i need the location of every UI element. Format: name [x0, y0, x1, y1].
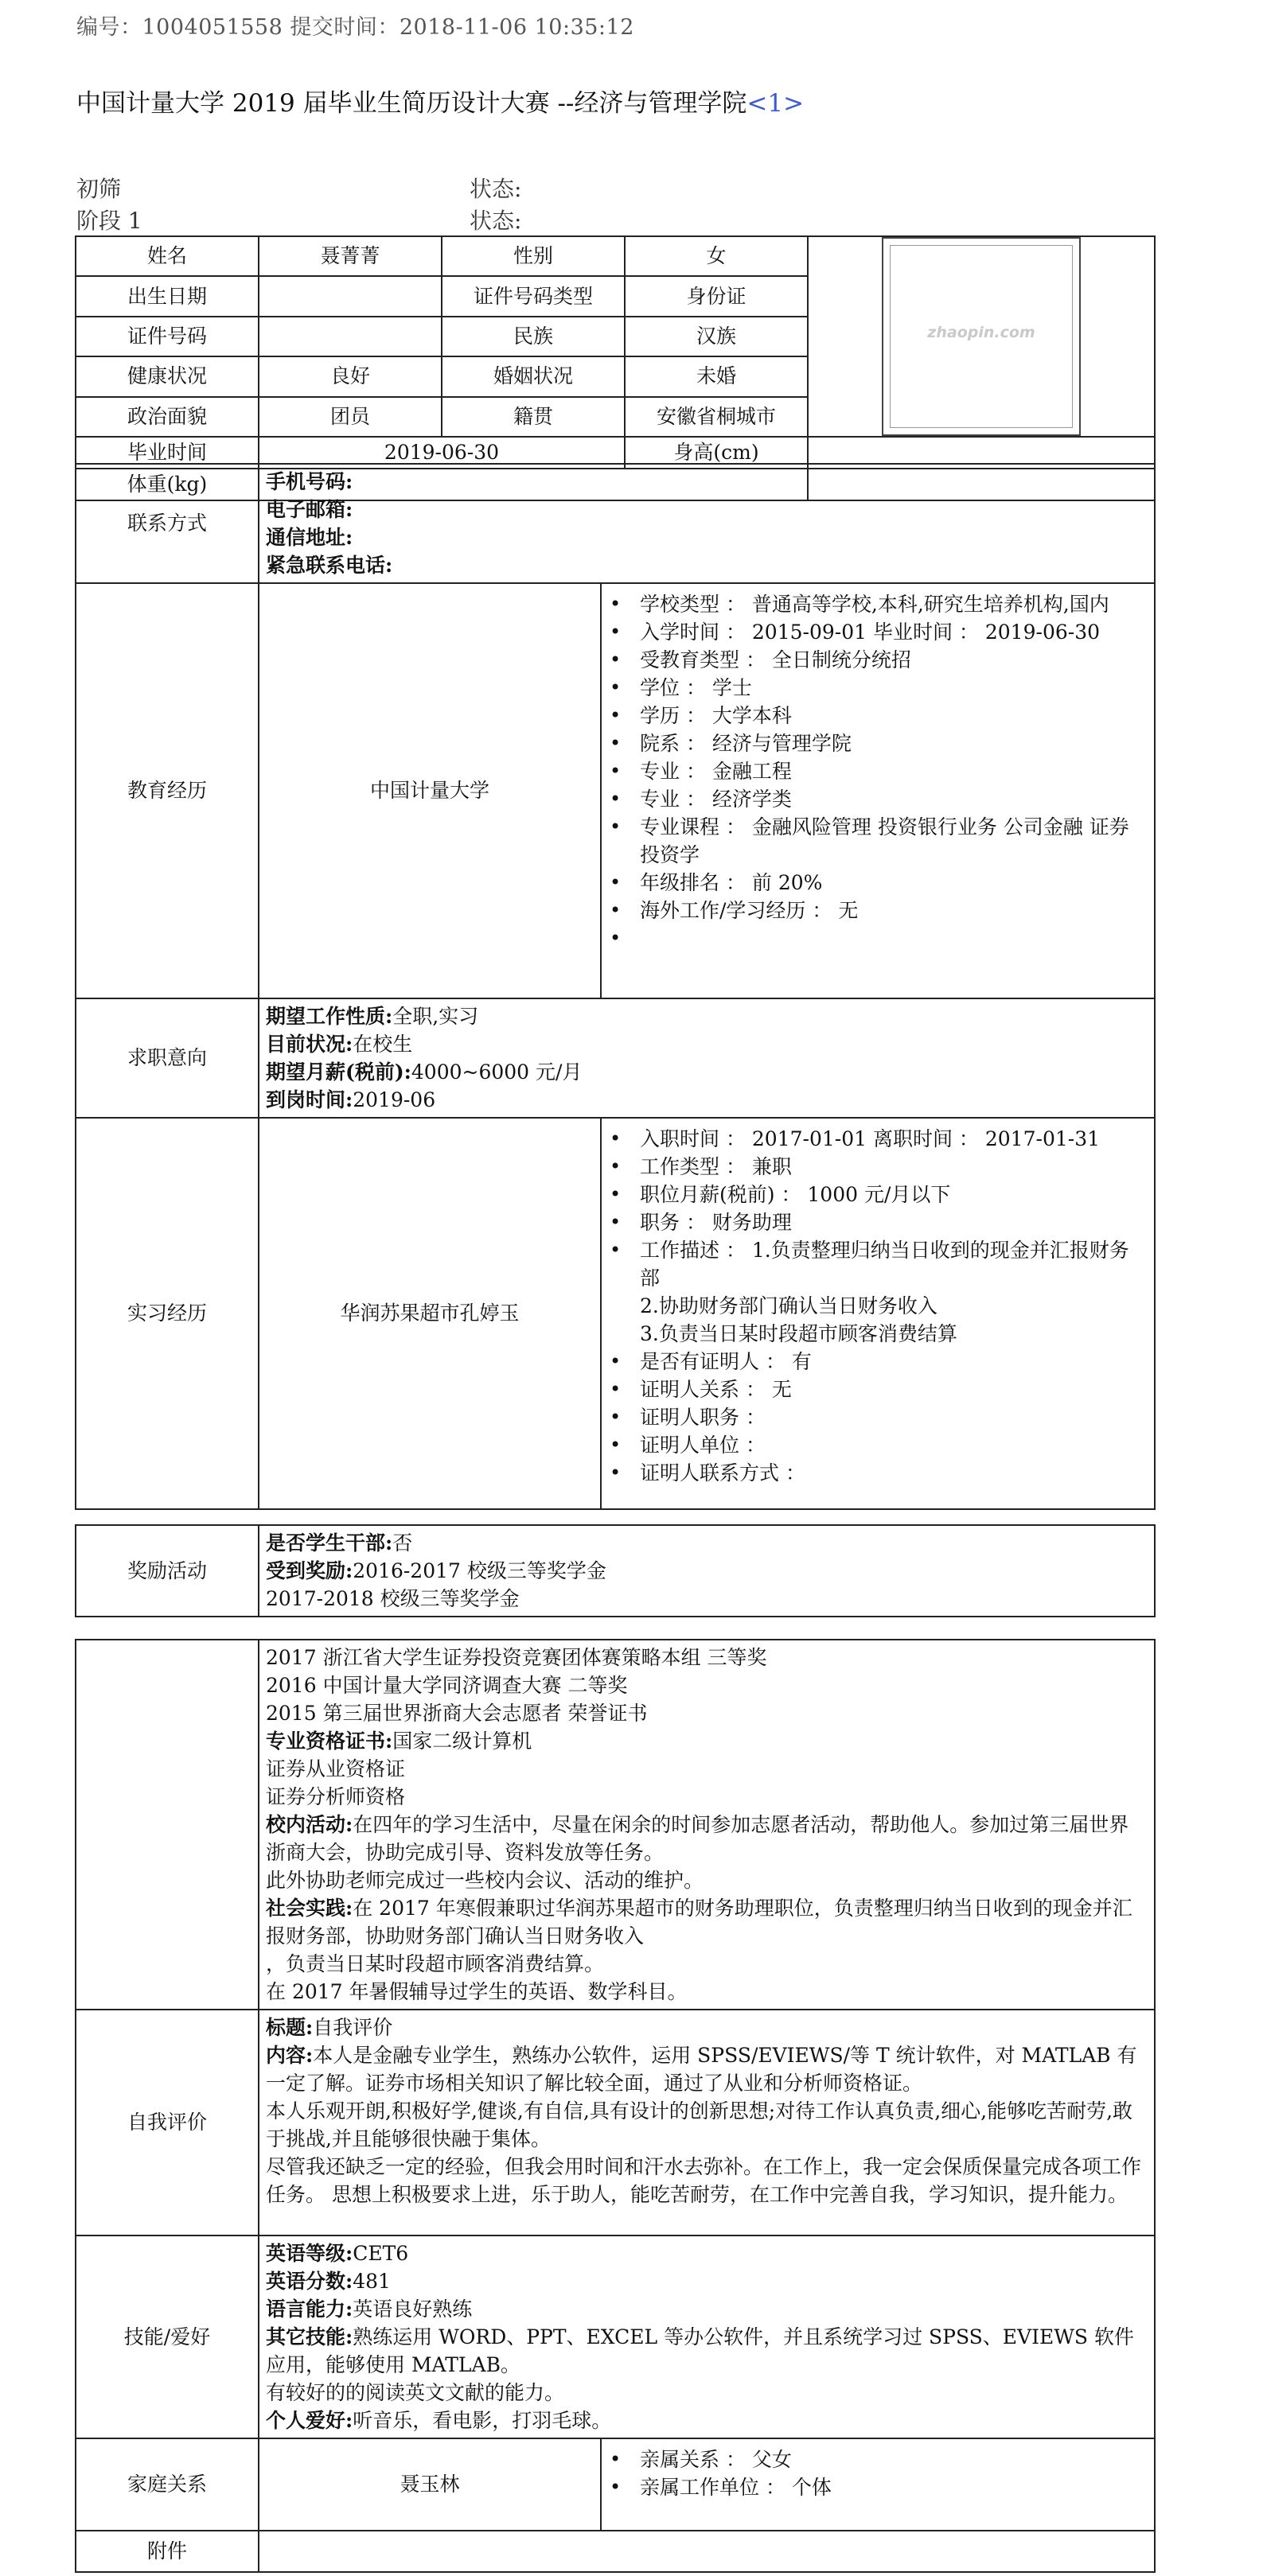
- education-section: [76, 583, 1155, 998]
- list-item: • 工作类型 ： 兼职: [640, 1153, 1146, 1181]
- list-item: 语言能力:英语良好熟练: [266, 2298, 473, 2321]
- list-item: • 年级排名 ： 前 20%: [640, 869, 1146, 897]
- awards-section: [76, 1525, 1155, 1617]
- political-value: 团员: [259, 397, 442, 437]
- family-member-name: 聂玉林: [259, 2438, 601, 2531]
- extra-sections-table: [75, 1639, 1156, 2573]
- awards-label: 奖励活动: [76, 1525, 259, 1617]
- list-item: 专业资格证书:国家二级计算机: [266, 1730, 532, 1753]
- self-eval-section: [76, 2010, 1155, 2236]
- emergency-phone-label: 紧急联系电话:: [266, 554, 393, 577]
- list-item: 校内活动:在四年的学习生活中，尽量在闲余的时间参加志愿者活动，帮助他人。参加过第三届世界浙商大会，协助完成引导、资料发放等任务。: [266, 1813, 1129, 1864]
- attachment-content: [259, 2531, 1155, 2572]
- marriage-label: 婚姻状况: [442, 356, 625, 396]
- weight-label: 体重(kg): [76, 469, 259, 500]
- awards-table: [75, 1524, 1156, 1617]
- idtype-value: 身份证: [625, 276, 808, 316]
- awards-info: [259, 1525, 1155, 1617]
- self-eval-info: [259, 2010, 1155, 2236]
- list-item: • 证明人联系方式 ：: [640, 1459, 1146, 1487]
- status-stage-label: 阶段 1: [76, 208, 142, 234]
- birth-value: [259, 276, 442, 316]
- list-item: • 受教育类型 ： 全日制统分统招: [640, 646, 1146, 674]
- list-item: • 学位 ： 学士: [640, 674, 1146, 702]
- submission-meta: 编号：1004051558 提交时间：2018-11-06 10:35:12: [76, 15, 634, 40]
- list-item: 证券从业资格证: [266, 1757, 406, 1780]
- list-item: 期望工作性质:全职,实习: [266, 1005, 479, 1028]
- title-main: 中国计量大学 2019 届毕业生简历设计大赛 --经济与管理学院: [76, 89, 747, 118]
- attachment-section: [76, 2531, 1155, 2572]
- list-item: 2017-2018 校级三等奖学金: [266, 1587, 520, 1610]
- list-item: • 专业课程 ： 金融风险管理 投资银行业务 公司金融 证券投资学: [640, 813, 1146, 869]
- list-item: • 专业 ： 金融工程: [640, 757, 1146, 785]
- list-item: ，负责当日某时段超市顾客消费结算。: [266, 1952, 605, 1975]
- list-item: 证券分析师资格: [266, 1785, 406, 1808]
- grad-label: 毕业时间: [76, 437, 259, 469]
- list-item: • 职务 ： 财务助理: [640, 1208, 1146, 1236]
- idtype-label: 证件号码类型: [442, 276, 625, 316]
- list-item: • 海外工作/学习经历 ： 无: [640, 897, 1146, 924]
- list-item: • 亲属关系 ： 父女: [640, 2446, 1146, 2473]
- list-item: • 院系 ： 经济与管理学院: [640, 730, 1146, 757]
- list-item: • 证明人职务 ：: [640, 1403, 1146, 1431]
- photo-cell: [808, 236, 1155, 437]
- nation-label: 民族: [442, 317, 625, 356]
- list-item: 个人爱好:听音乐，看电影，打羽毛球。: [266, 2409, 612, 2432]
- name-value: 聂菁菁: [259, 236, 442, 276]
- marriage-value: 未婚: [625, 356, 808, 396]
- school-name: 中国计量大学: [259, 583, 601, 998]
- family-details: [602, 2439, 1154, 2508]
- skills-info: [259, 2236, 1155, 2438]
- status-stage-label: 初筛: [76, 176, 122, 202]
- health-label: 健康状况: [76, 356, 259, 396]
- basic-info-table: [75, 235, 1156, 501]
- status-label: 状态:: [470, 176, 522, 202]
- list-item: • 入学时间 ： 2015-09-01 毕业时间 ： 2019-06-30: [640, 618, 1146, 646]
- list-item: 英语分数:481: [266, 2270, 391, 2293]
- list-item: • 是否有证明人 ： 有: [640, 1348, 1146, 1376]
- list-item: 目前状况:在校生: [266, 1033, 413, 1056]
- education-label: 教育经历: [76, 583, 259, 998]
- email-label: 电子邮箱:: [266, 498, 353, 521]
- idno-value: [259, 317, 442, 356]
- list-item: 本人乐观开朗,积极好学,健谈,有自信,具有设计的创新思想;对待工作认真负责,细心,能够吃苦耐劳,敢于挑战,并且能够很快融于集体。: [266, 2099, 1133, 2150]
- phone-label: 手机号码:: [266, 470, 353, 493]
- list-item: 英语等级:CET6: [266, 2242, 409, 2265]
- extra-label: [76, 1640, 259, 2010]
- list-item: • 证明人关系 ： 无: [640, 1376, 1146, 1403]
- list-item: • 工作描述 ： 1.负责整理归纳当日收到的现金并汇报财务部 2.协助财务部门确认当日财务收入 3.负责当日某时段超市顾客消费结算: [640, 1236, 1146, 1348]
- list-item: 其它技能:熟练运用 WORD、PPT、EXCEL 等办公软件，并且系统学习过 SPSS、EVIEWS 软件应用，能够使用 MATLAB。: [266, 2325, 1134, 2376]
- extra-info: [259, 1640, 1155, 2010]
- list-item: • 职位月薪(税前) ： 1000 元/月以下: [640, 1181, 1146, 1208]
- self-eval-label: 自我评价: [76, 2010, 259, 2236]
- title-page-link[interactable]: <1>: [746, 89, 805, 118]
- family-label: 家庭关系: [76, 2438, 259, 2531]
- gender-label: 性别: [442, 236, 625, 276]
- height-label: 身高(cm): [625, 437, 808, 469]
- list-item: 在 2017 年暑假辅导过学生的英语、数学科目。: [266, 1980, 688, 2003]
- family-section: [76, 2438, 1155, 2531]
- intent-section: [76, 998, 1155, 1118]
- political-label: 政治面貌: [76, 397, 259, 437]
- intent-label: 求职意向: [76, 998, 259, 1118]
- contact-info: [259, 464, 1155, 583]
- list-item: • 亲属工作单位 ： 个体: [640, 2473, 1146, 2501]
- nation-value: 汉族: [625, 317, 808, 356]
- list-item: 2017 浙江省大学生证券投资竞赛团体赛策略本组 三等奖: [266, 1646, 767, 1669]
- photo-placeholder: [890, 245, 1073, 428]
- skills-label: 技能/爱好: [76, 2236, 259, 2438]
- internship-details: [602, 1119, 1154, 1493]
- gender-value: 女: [625, 236, 808, 276]
- list-item: 内容:本人是金融专业学生，熟练办公软件，运用 SPSS/EVIEWS/等 T 统计软件，对 MATLAB 有一定了解。证券市场相关知识了解比较全面，通过了从业和分析师资格证。: [266, 2044, 1137, 2095]
- list-item: 2015 第三届世界浙商大会志愿者 荣誉证书: [266, 1702, 648, 1725]
- list-item: 社会实践:在 2017 年寒假兼职过华润苏果超市的财务助理职位，负责整理归纳当日收到的现金并汇报财务部，协助财务部门确认当日财务收入: [266, 1897, 1132, 1948]
- list-item: 标题:自我评价: [266, 2016, 393, 2039]
- list-item: 有较好的的阅读英文文献的能力。: [266, 2381, 565, 2404]
- list-item: 尽管我还缺乏一定的经验，但我会用时间和汗水去弥补。在工作上，我一定会保质保量完成各项工作任务。 思想上积极要求上进，乐于助人，能吃苦耐劳，在工作中完善自我，学习知识，提升能力。: [266, 2155, 1142, 2206]
- contact-label: 联系方式: [76, 464, 259, 583]
- list-item: • 学历 ： 大学本科: [640, 702, 1146, 730]
- list-item: • 学校类型 ： 普通高等学校,本科,研究生培养机构,国内: [640, 590, 1146, 618]
- list-item: 到岗时间:2019-06: [266, 1088, 436, 1111]
- photo-watermark: zhaopin.com: [927, 324, 1035, 341]
- page-title: [76, 83, 804, 119]
- list-item: 受到奖励:2016-2017 校级三等奖学金: [266, 1559, 606, 1582]
- native-label: 籍贯: [442, 397, 625, 437]
- list-item: • 入职时间 ： 2017-01-01 离职时间 ： 2017-01-31: [640, 1125, 1146, 1153]
- birth-label: 出生日期: [76, 276, 259, 316]
- internship-section: [76, 1118, 1155, 1509]
- address-label: 通信地址:: [266, 526, 353, 549]
- list-item: 是否学生干部:否: [266, 1531, 413, 1555]
- native-value: 安徽省桐城市: [625, 397, 808, 437]
- health-value: 良好: [259, 356, 442, 396]
- intent-info: [259, 998, 1155, 1118]
- contact-section: [76, 464, 1155, 583]
- list-item: • 证明人单位 ：: [640, 1431, 1146, 1459]
- photo-frame: [882, 237, 1081, 436]
- attachment-label: 附件: [76, 2531, 259, 2572]
- idno-label: 证件号码: [76, 317, 259, 356]
- list-item: • 专业 ： 经济学类: [640, 785, 1146, 813]
- skills-section: [76, 2236, 1155, 2438]
- list-item: 此外协助老师完成过一些校内会议、活动的维护。: [266, 1869, 704, 1892]
- list-item: 期望月薪(税前):4000~6000 元/月: [266, 1060, 583, 1084]
- name-label: 姓名: [76, 236, 259, 276]
- grad-value: 2019-06-30: [259, 437, 625, 469]
- internship-company: 华润苏果超市孔婷玉: [259, 1118, 601, 1509]
- internship-label: 实习经历: [76, 1118, 259, 1509]
- list-item: 2016 中国计量大学同济调查大赛 二等奖: [266, 1674, 628, 1697]
- education-details: [602, 584, 1154, 931]
- resume-sections-table: [75, 463, 1156, 1510]
- extra-section: [76, 1640, 1155, 2010]
- status-label: 状态:: [470, 208, 522, 234]
